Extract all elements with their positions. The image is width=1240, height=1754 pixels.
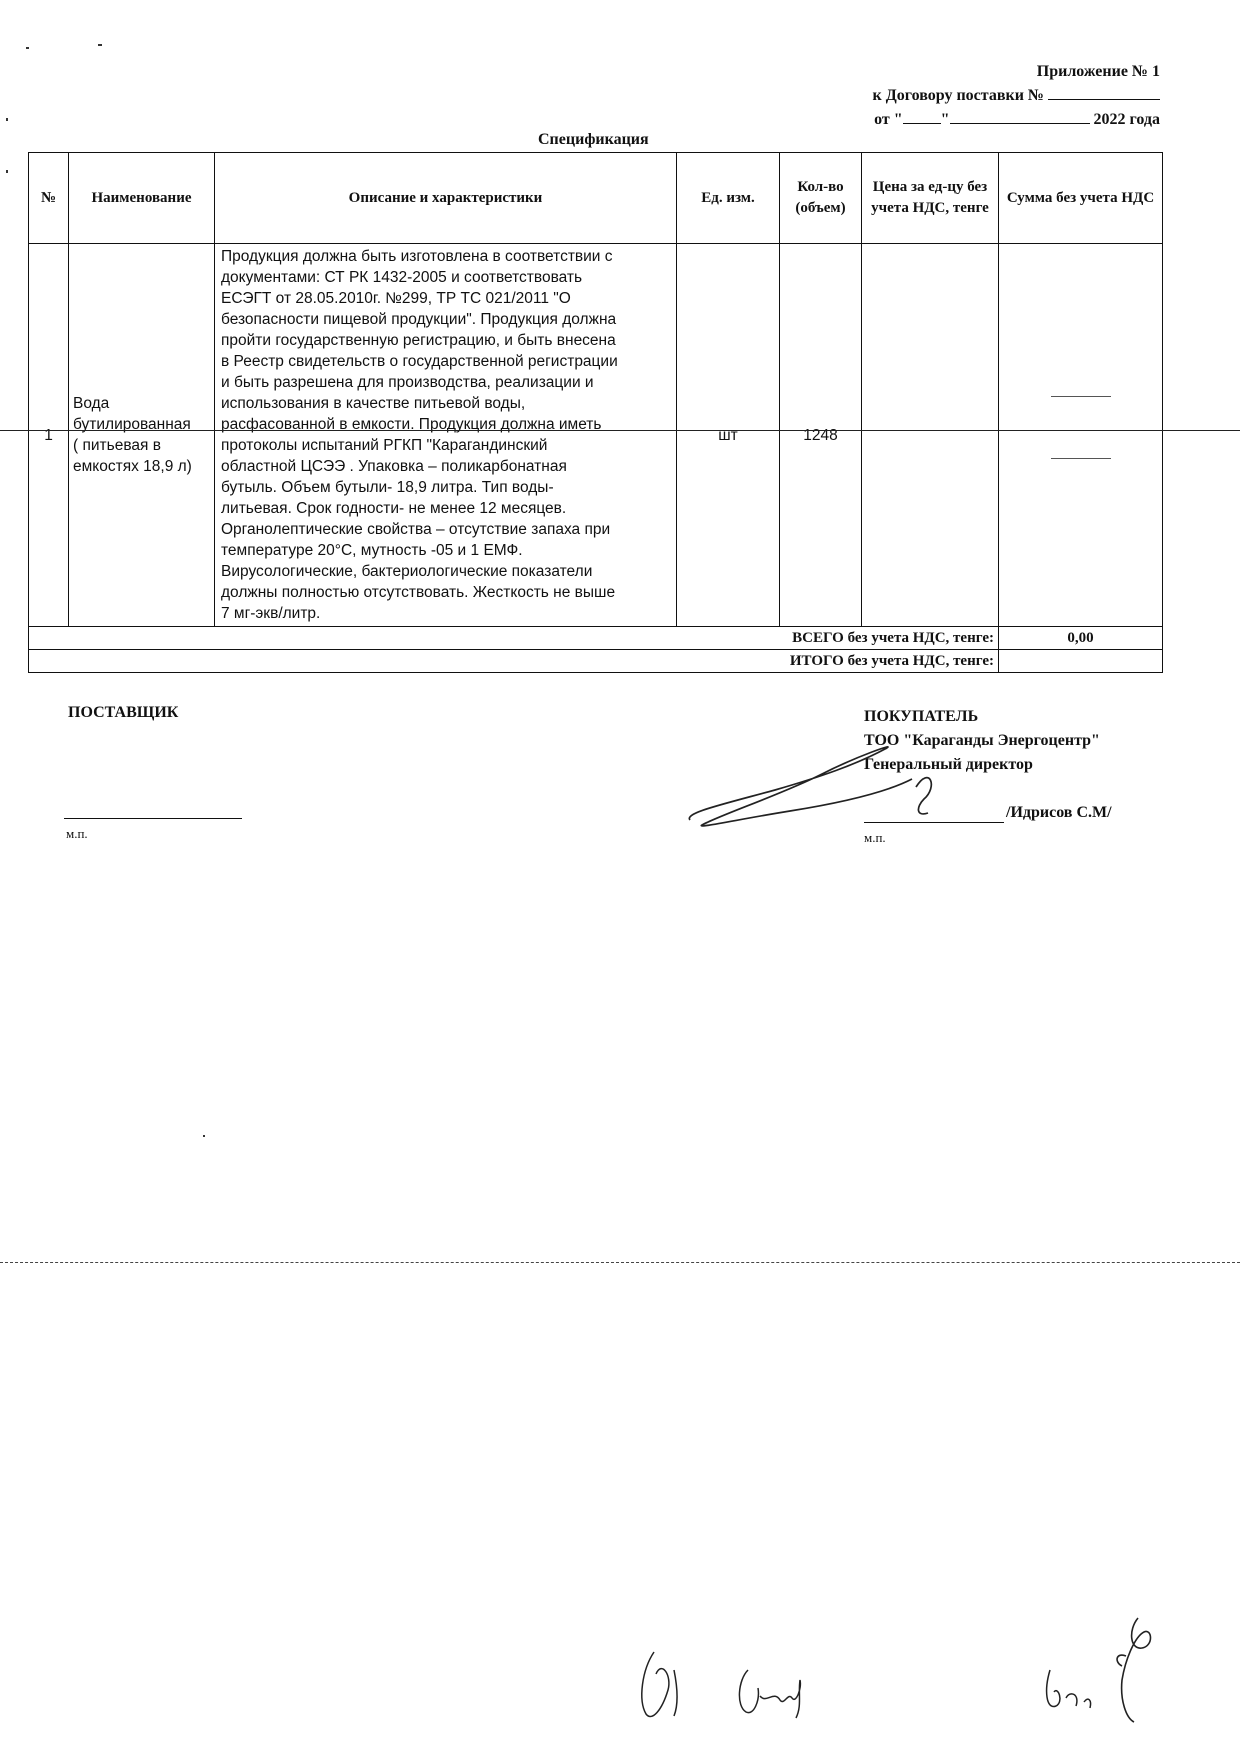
col-header-name: Наименование — [69, 153, 215, 244]
buyer-title: ПОКУПАТЕЛЬ — [864, 708, 979, 725]
description-line: использования в качестве питьевой воды, — [221, 395, 526, 412]
total-row — [29, 627, 1163, 650]
spec-title: Спецификация — [538, 131, 649, 148]
grand-total-label: ИТОГО без учета НДС, тенге: — [29, 650, 999, 673]
buyer-signature — [680, 735, 980, 835]
date-month-blank — [950, 109, 1090, 124]
contract-number-blank — [1048, 85, 1160, 100]
col-header-description: Описание и характеристики — [215, 153, 677, 244]
empty-dash — [1051, 396, 1111, 397]
row-name — [69, 244, 215, 627]
appendix-title: Приложение № 1 — [1036, 63, 1160, 80]
description-line: температуре 20°С, мутность -05 и 1 ЕМФ. — [221, 542, 523, 559]
row-name-line: ( питьевая в — [73, 437, 161, 454]
specification-table — [28, 152, 1163, 673]
table-header-row — [29, 153, 1163, 244]
total-value: 0,00 — [999, 627, 1163, 650]
scan-speck — [26, 47, 29, 49]
date-prefix: от " — [874, 111, 903, 128]
description-line: и быть разрешена для производства, реализации и — [221, 374, 594, 391]
description-line: протоколы испытаний РГКП "Карагандинский — [221, 437, 548, 454]
description-line: Продукция должна быть изготовлена в соответствии с — [221, 248, 613, 265]
supplier-stamp-label: м.п. — [66, 826, 88, 841]
description-line: 7 мг-экв/литр. — [221, 605, 321, 622]
description-line: в Реестр свидетельств о государственной регистрации — [221, 353, 618, 370]
description-line: областной ЦСЭЭ . Упаковка – поликарбонатная — [221, 458, 567, 475]
row-number: 1 — [29, 244, 69, 627]
description-line: Органолептические свойства – отсутствие запаха при — [221, 521, 611, 538]
date-day-blank — [903, 109, 941, 124]
scan-speck — [98, 44, 102, 46]
description-line: пройти государственную регистрацию, и быть внесена — [221, 332, 616, 349]
supplier-title: ПОСТАВЩИК — [68, 704, 179, 721]
scan-artifact-line — [0, 1262, 1240, 1263]
buyer-position: Генеральный директор — [864, 756, 1033, 773]
date-mid: " — [940, 111, 950, 128]
grand-total-row — [29, 650, 1163, 673]
scan-speck — [203, 1135, 205, 1137]
row-price — [862, 244, 999, 627]
description-line: Вирусологические, бактериологические показатели — [221, 563, 593, 580]
row-unit: шт — [677, 244, 780, 627]
description-line: документами: СТ РК 1432-2005 и соответствовать — [221, 269, 583, 286]
description-line: безопасности пищевой продукции". Продукция должна — [221, 311, 617, 328]
contract-date-line — [874, 108, 1160, 132]
grand-total-value — [999, 650, 1163, 673]
row-sum — [999, 244, 1163, 627]
row-description — [215, 244, 677, 627]
row-name-line: емкостях 18,9 л) — [73, 458, 192, 475]
initials-mark — [632, 1640, 732, 1730]
scan-speck — [6, 170, 8, 173]
description-line: расфасованной в емкости. Продукция должна иметь — [221, 416, 602, 433]
row-name-line: бутилированная — [73, 416, 191, 433]
scan-speck — [6, 118, 8, 121]
description-line: литьевая. Срок годности- не менее 12 месяцев. — [221, 500, 567, 517]
col-header-number: № — [29, 153, 69, 244]
buyer-stamp-label: м.п. — [864, 830, 886, 845]
col-header-sum: Сумма без учета НДС — [999, 153, 1163, 244]
initials-mark — [730, 1660, 810, 1730]
col-header-price: Цена за ед-цу без учета НДС, тенге — [862, 153, 999, 244]
description-line: должны полностью отсутствовать. Жесткость не выше — [221, 584, 616, 601]
supplier-signature-line — [64, 818, 242, 819]
col-header-unit: Ед. изм. — [677, 153, 780, 244]
buyer-company: ТОО "Караганды Энергоцентр" — [864, 732, 1100, 749]
scan-artifact-line — [0, 430, 1240, 431]
date-year: 2022 года — [1093, 111, 1160, 128]
col-header-quantity: Кол-во (объем) — [780, 153, 862, 244]
total-label: ВСЕГО без учета НДС, тенге: — [29, 627, 999, 650]
description-line: бутыль. Объем бутыли- 18,9 литра. Тип воды- — [221, 479, 554, 496]
buyer-signatory: /Идрисов С.М/ — [1006, 804, 1112, 821]
table-row — [29, 244, 1163, 627]
initials-mark — [1030, 1610, 1180, 1730]
description-line: ЕСЭГТ от 28.05.2010г. №299, ТР ТС 021/2011 "О — [221, 290, 571, 307]
row-name-line: Вода — [73, 395, 110, 412]
row-quantity: 1248 — [780, 244, 862, 627]
empty-dash — [1051, 458, 1111, 459]
contract-label: к Договору поставки № — [872, 87, 1044, 104]
contract-line — [873, 84, 1160, 108]
